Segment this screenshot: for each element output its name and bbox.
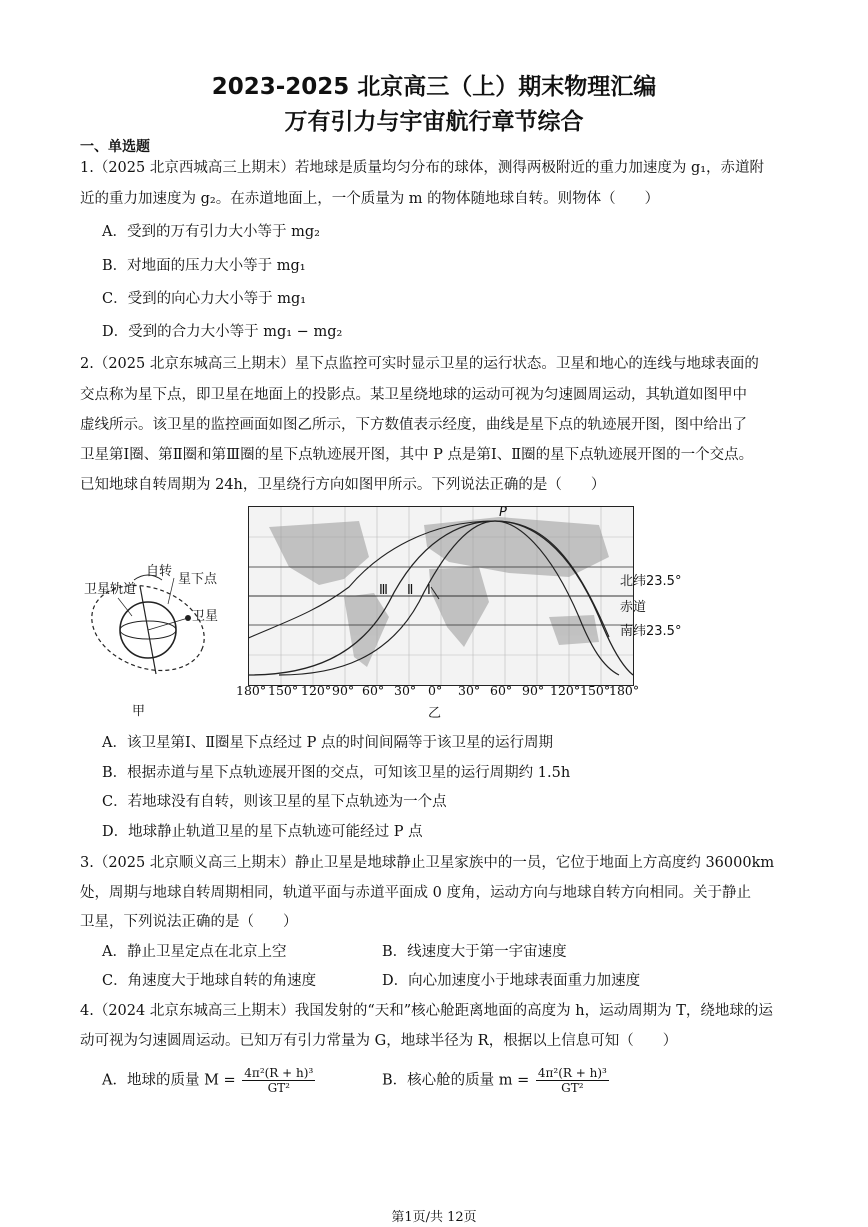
page-subtitle: 万有引力与宇宙航行章节综合: [284, 109, 584, 135]
figure-jia-zizhuan-label: 自转: [146, 564, 173, 579]
q2-option-b: B．根据赤道与星下点轨迹展开图的交点，可知该卫星的运行周期约 1.5h: [102, 765, 571, 781]
q4-option-a: [102, 1066, 315, 1095]
tick-label: 180°: [609, 683, 640, 698]
formula-numerator: 4π²(R + h)³: [244, 1066, 314, 1080]
q1-stem-line2: 近的重力加速度为 g₂。在赤道地面上，一个质量为 m 的物体随地球自转。则物体（ ）: [80, 191, 660, 207]
figure-yi-south-label: 南纬23.5°: [620, 624, 682, 639]
figure-yi-equator-label: 赤道: [620, 600, 647, 615]
figure-jia-orbit-label: 卫星轨道: [84, 582, 137, 597]
tick-label: 90°: [522, 683, 545, 698]
q2-option-a: A．该卫星第Ⅰ、Ⅱ圈星下点经过 P 点的时间间隔等于该卫星的运行周期: [102, 735, 554, 751]
q3-option-d: D．向心加速度小于地球表面重力加速度: [382, 973, 641, 989]
q2-stem-line3: 虚线所示。该卫星的监控画面如图乙所示，下方数值表示经度，曲线是星下点的轨迹展开图，图中给出了: [80, 417, 747, 433]
tick-label: 60°: [362, 683, 385, 698]
q1-option-d: D．受到的合力大小等于 mg₁ − mg₂: [102, 324, 343, 340]
q4-option-b-text: B．核心舱的质量 m =: [382, 1072, 530, 1089]
tick-label: 120°: [301, 683, 332, 698]
figure-yi-caption: 乙: [428, 706, 442, 721]
figure-yi-north-label: 北纬23.5°: [620, 574, 682, 589]
section-heading: 一、单选题: [80, 139, 150, 155]
q3-option-b: B．线速度大于第一宇宙速度: [382, 944, 567, 960]
tick-label: 0°: [428, 683, 443, 698]
tick-label: 30°: [458, 683, 481, 698]
q2-stem-line4: 卫星第Ⅰ圈、第Ⅱ圈和第Ⅲ圈的星下点轨迹展开图，其中 P 点是第Ⅰ、Ⅱ圈的星下点轨迹展开图的一个交点。: [80, 447, 754, 463]
q4-option-a-text: A．地球的质量 M =: [102, 1072, 236, 1089]
q3-stem-line3: 卫星，下列说法正确的是（ ）: [80, 914, 298, 930]
q3-stem-line2: 处，周期与地球自转周期相同，轨道平面与赤道平面成 0 度角，运动方向与地球自转方向相同。关于静止: [80, 885, 751, 901]
tick-label: 60°: [490, 683, 513, 698]
figure-yi-map: [248, 506, 634, 686]
q4-option-b-formula: [536, 1066, 609, 1095]
figure-jia-satellite-label: 卫星: [192, 609, 219, 624]
tick-label: 180°: [236, 683, 267, 698]
q2-stem-line2: 交点称为星下点，即卫星在地面上的投影点。某卫星绕地球的运动可视为匀速圆周运动，其轨道如图甲中: [80, 387, 747, 403]
q4-option-a-formula: [242, 1066, 315, 1095]
q2-option-c: C．若地球没有自转，则该卫星的星下点轨迹为一个点: [102, 794, 447, 810]
q3-option-c: C．角速度大于地球自转的角速度: [102, 973, 317, 989]
q1-stem-line1: 1.（2025 北京西城高三上期末）若地球是质量均匀分布的球体，测得两极附近的重力加速度为 g₁，赤道附: [80, 160, 765, 176]
formula-numerator: 4π²(R + h)³: [537, 1066, 607, 1080]
q1-option-c: C．受到的向心力大小等于 mg₁: [102, 291, 307, 307]
q2-stem-line1: 2.（2025 北京东城高三上期末）星下点监控可实时显示卫星的运行状态。卫星和地心的连线与地球表面的: [80, 356, 759, 372]
formula-denominator: GT²: [561, 1081, 584, 1095]
q4-option-b: [382, 1066, 609, 1095]
tick-label: 150°: [580, 683, 611, 698]
figure-yi-loop1-label: Ⅰ: [427, 583, 431, 598]
q4-stem-line2: 动可视为匀速圆周运动。已知万有引力常量为 G，地球半径为 R，根据以上信息可知（ ）: [80, 1033, 678, 1049]
q2-stem-line5: 已知地球自转周期为 24h，卫星绕行方向如图甲所示。下列说法正确的是（ ）: [80, 477, 606, 493]
q3-stem-line1: 3.（2025 北京顺义高三上期末）静止卫星是地球静止卫星家族中的一员，它位于地面上方高度约 36000km: [80, 855, 775, 871]
figure-yi-point-p: P: [499, 506, 507, 520]
figure-jia-subpoint-label: 星下点: [178, 572, 218, 587]
page-footer: 第1页/共 12页: [391, 1210, 477, 1225]
q2-option-d: D．地球静止轨道卫星的星下点轨迹可能经过 P 点: [102, 824, 423, 840]
q3-option-a: A．静止卫星定点在北京上空: [102, 944, 287, 960]
figure-yi-loop3-label: Ⅲ: [379, 583, 388, 598]
q1-option-b: B．对地面的压力大小等于 mg₁: [102, 258, 306, 274]
tick-label: 90°: [332, 683, 355, 698]
q1-option-a: A．受到的万有引力大小等于 mg₂: [102, 224, 320, 240]
figure-yi-loop2-label: Ⅱ: [407, 583, 414, 598]
tick-label: 150°: [268, 683, 299, 698]
q4-stem-line1: 4.（2024 北京东城高三上期末）我国发射的“天和”核心舱距离地面的高度为 h，运动周期为 T，绕地球的运: [80, 1003, 773, 1019]
tick-label: 30°: [394, 683, 417, 698]
figure-yi-ground-track: [249, 507, 633, 685]
figure-jia-caption: 甲: [132, 704, 146, 719]
formula-denominator: GT²: [267, 1081, 290, 1095]
tick-label: 120°: [550, 683, 581, 698]
page-title: 2023-2025 北京高三（上）期末物理汇编: [211, 74, 657, 100]
